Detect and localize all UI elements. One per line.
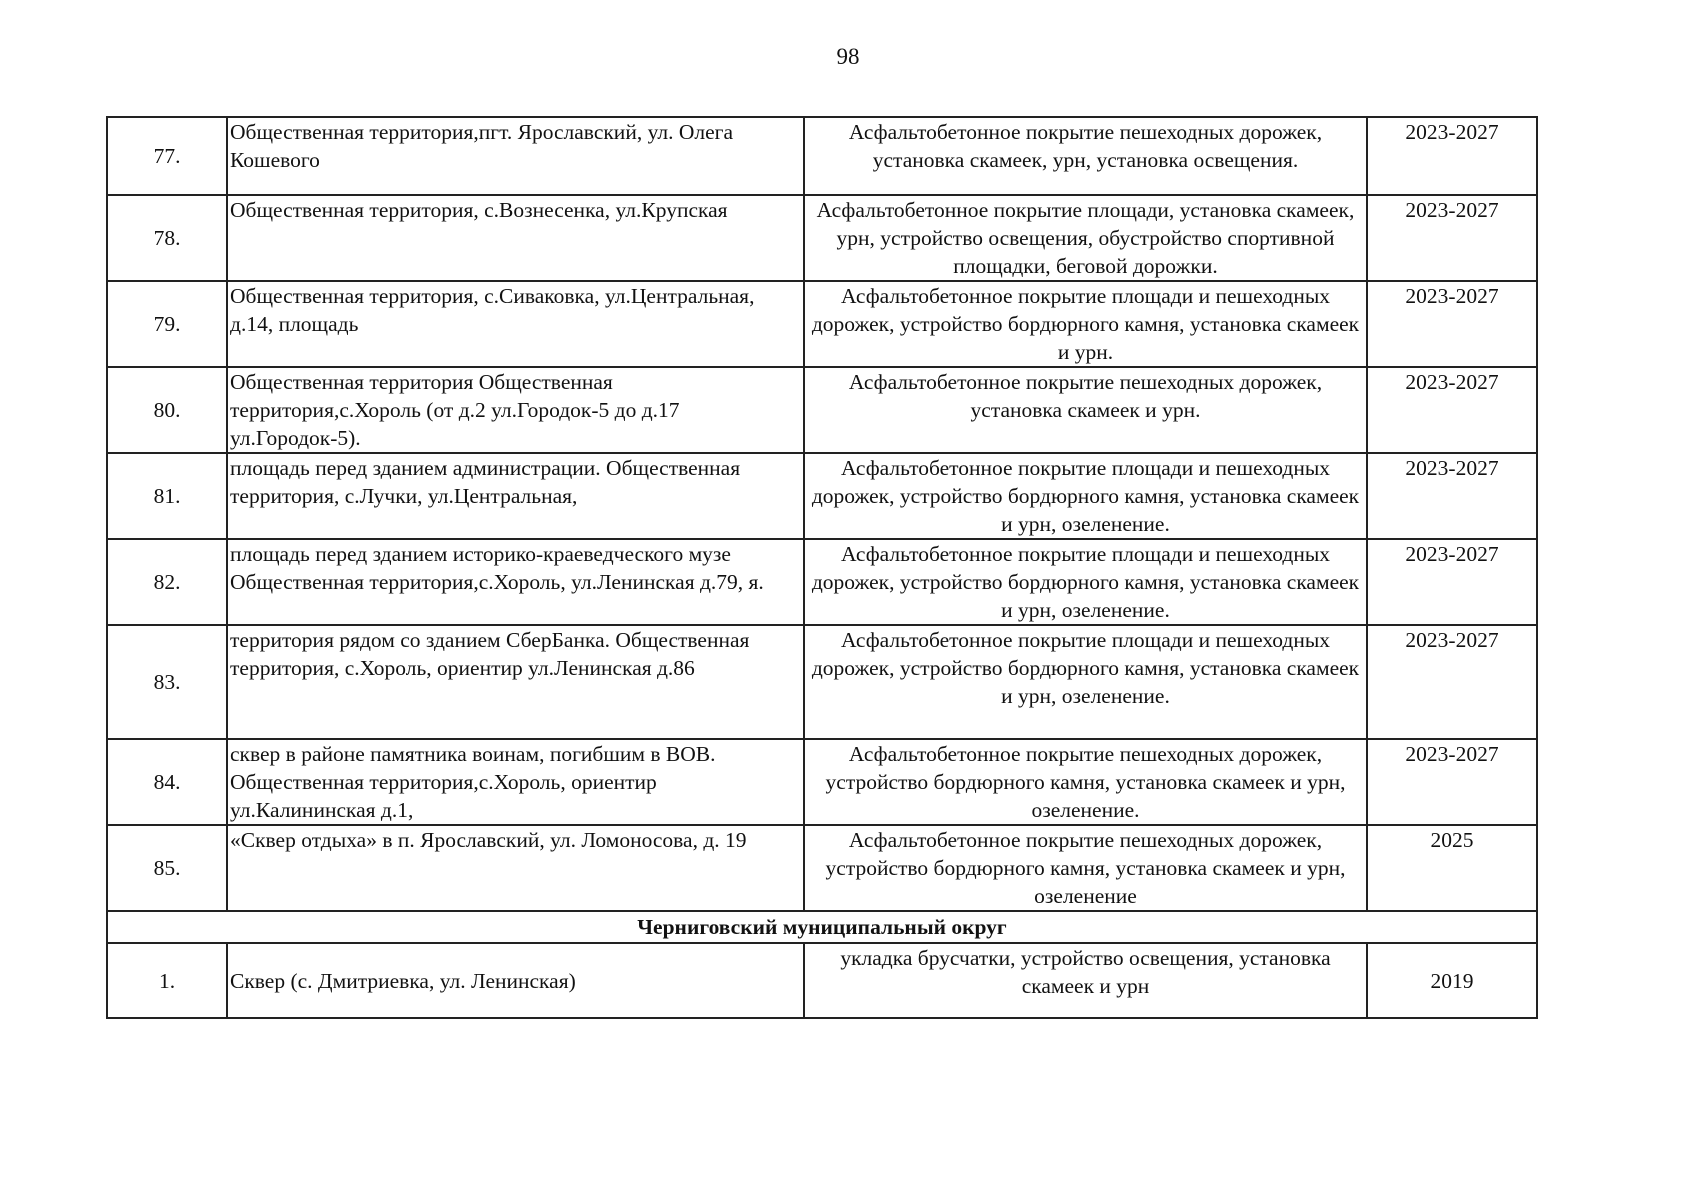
territory-name: «Сквер отдыха» в п. Ярославский, ул. Ломоносова, д. 19 (227, 825, 804, 911)
implementation-period: 2023-2027 (1367, 117, 1537, 195)
planned-works: Асфальтобетонное покрытие площади и пешеходных дорожек, устройство бордюрного камня, установка скамеек и урн, озеленение. (804, 625, 1367, 739)
territory-name: сквер в районе памятника воинам, погибшим в ВОВ. Общественная территория,с.Хороль, ориентир ул.Калининская д.1, (227, 739, 804, 825)
planned-works: Асфальтобетонное покрытие площади и пешеходных дорожек, устройство бордюрного камня, установка скамеек и урн, озеленение. (804, 539, 1367, 625)
table-row (107, 117, 1537, 195)
row-number: 79. (107, 281, 227, 367)
implementation-period: 2023-2027 (1367, 539, 1537, 625)
territories-table (106, 116, 1538, 1019)
table-row (107, 539, 1537, 625)
table-row (107, 625, 1537, 739)
row-number: 77. (107, 117, 227, 195)
territory-name: Общественная территория, с.Сиваковка, ул.Центральная, д.14, площадь (227, 281, 804, 367)
row-number: 1. (107, 943, 227, 1018)
table-row (107, 367, 1537, 453)
row-number: 82. (107, 539, 227, 625)
planned-works: Асфальтобетонное покрытие площади и пешеходных дорожек, устройство бордюрного камня, установка скамеек и урн. (804, 281, 1367, 367)
implementation-period: 2023-2027 (1367, 453, 1537, 539)
territory-name: Общественная территория,пгт. Ярославский, ул. Олега Кошевого (227, 117, 804, 195)
section-header-row (107, 911, 1537, 943)
row-number: 84. (107, 739, 227, 825)
row-number: 83. (107, 625, 227, 739)
planned-works: Асфальтобетонное покрытие пешеходных дорожек, устройство бордюрного камня, установка скамеек и урн, озеленение (804, 825, 1367, 911)
planned-works: Асфальтобетонное покрытие пешеходных дорожек, устройство бордюрного камня, установка скамеек и урн, озеленение. (804, 739, 1367, 825)
section-title: Черниговский муниципальный округ (107, 911, 1537, 943)
planned-works: Асфальтобетонное покрытие пешеходных дорожек, установка скамеек, урн, установка освещения. (804, 117, 1367, 195)
page-number: 98 (836, 44, 860, 69)
implementation-period: 2019 (1367, 943, 1537, 1018)
row-number: 85. (107, 825, 227, 911)
table-row (107, 195, 1537, 281)
table-row (107, 943, 1537, 1018)
implementation-period: 2023-2027 (1367, 625, 1537, 739)
planned-works: Асфальтобетонное покрытие площади, установка скамеек, урн, устройство освещения, обустройство спортивной площадки, беговой дорожки. (804, 195, 1367, 281)
territory-name: территория рядом со зданием СберБанка. Общественная территория, с.Хороль, ориентир ул.Ленинская д.86 (227, 625, 804, 739)
territory-name: Общественная территория, с.Вознесенка, ул.Крупская (227, 195, 804, 281)
territory-name: площадь перед зданием историко-краеведческого музе Общественная территория,с.Хороль, ул.Ленинская д.79, я. (227, 539, 804, 625)
row-number: 81. (107, 453, 227, 539)
row-number: 80. (107, 367, 227, 453)
implementation-period: 2023-2027 (1367, 195, 1537, 281)
implementation-period: 2023-2027 (1367, 739, 1537, 825)
table-row (107, 281, 1537, 367)
territory-name: площадь перед зданием администрации. Общественная территория, с.Лучки, ул.Центральная, (227, 453, 804, 539)
table-row (107, 825, 1537, 911)
planned-works: укладка брусчатки, устройство освещения, установка скамеек и урн (804, 943, 1367, 1018)
implementation-period: 2025 (1367, 825, 1537, 911)
planned-works: Асфальтобетонное покрытие площади и пешеходных дорожек, устройство бордюрного камня, установка скамеек и урн, озеленение. (804, 453, 1367, 539)
territory-name: Сквер (с. Дмитриевка, ул. Ленинская) (227, 943, 804, 1018)
territory-name: Общественная территория Общественная территория,с.Хороль (от д.2 ул.Городок-5 до д.17 ул.Городок-5). (227, 367, 804, 453)
table-row (107, 739, 1537, 825)
planned-works: Асфальтобетонное покрытие пешеходных дорожек, установка скамеек и урн. (804, 367, 1367, 453)
implementation-period: 2023-2027 (1367, 281, 1537, 367)
row-number: 78. (107, 195, 227, 281)
implementation-period: 2023-2027 (1367, 367, 1537, 453)
table-row (107, 453, 1537, 539)
